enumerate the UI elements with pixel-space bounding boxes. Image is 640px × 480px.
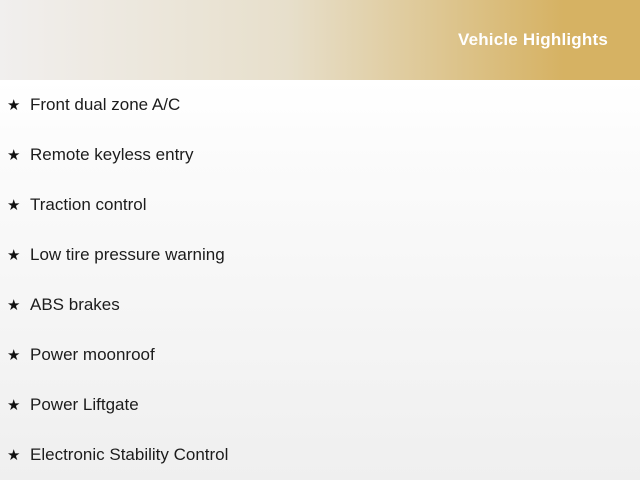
star-icon: ★ <box>7 296 21 314</box>
list-item-label: ABS brakes <box>30 295 120 314</box>
list-item <box>0 280 640 330</box>
list-item <box>0 380 640 430</box>
list-item <box>0 130 640 180</box>
list-item <box>0 230 640 280</box>
star-icon: ★ <box>7 96 21 114</box>
star-icon: ★ <box>7 146 21 164</box>
list-item-label: Remote keyless entry <box>30 145 194 164</box>
list-item-label: Power moonroof <box>30 345 155 364</box>
star-icon: ★ <box>7 346 21 364</box>
list-item-label: Power Liftgate <box>30 395 139 414</box>
list-item <box>0 180 640 230</box>
star-icon: ★ <box>7 396 21 414</box>
list-item-label: Low tire pressure warning <box>30 245 225 264</box>
list-item <box>0 330 640 380</box>
highlights-list <box>0 80 640 480</box>
list-item-label: Electronic Stability Control <box>30 445 229 464</box>
list-item-label: Front dual zone A/C <box>30 95 181 114</box>
page-title: Vehicle Highlights <box>457 30 608 49</box>
list-item <box>0 80 640 130</box>
list-item-label: Traction control <box>30 195 147 214</box>
list-item <box>0 430 640 480</box>
star-icon: ★ <box>7 246 21 264</box>
star-icon: ★ <box>7 446 21 464</box>
star-icon: ★ <box>7 196 21 214</box>
header-bar <box>0 0 640 80</box>
